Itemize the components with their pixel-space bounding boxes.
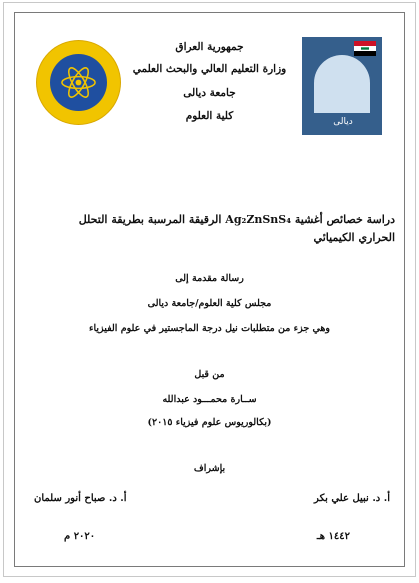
- thesis-title-line2: الحراري الكيميائي: [313, 231, 395, 244]
- supervisor-1: أ. د. نبيل علي بكر: [314, 493, 390, 504]
- date-gregorian: ٢٠٢٠ م: [64, 531, 96, 542]
- republic-line: جمهورية العراق: [175, 41, 244, 53]
- author-degree: (بكالوريوس علوم فيزياء ٢٠١٥): [147, 417, 272, 428]
- submission-line3: وهي جزء من متطلبات نيل درجة الماجستير في علوم الفيزياء: [88, 323, 331, 334]
- thesis-title-line1: دراسة خصائص أغشية Ag₂ZnSnS₄ الرقيقة المرسبة بطريقة التحلل: [78, 213, 395, 226]
- logo-wordmark: ديالى: [333, 117, 353, 127]
- supervisor-2: أ. د. صباح أنور سلمان: [34, 493, 127, 504]
- college-line: كلية العلوم: [185, 110, 234, 122]
- supervision-label: بإشراف: [193, 463, 226, 474]
- date-hijri: ١٤٤٢ هـ: [316, 531, 350, 542]
- university-line: جامعة ديالى: [183, 87, 236, 99]
- submission-line2: مجلس كلية العلوم/جامعة ديالى: [147, 298, 272, 309]
- ministry-line: وزارة التعليم العالي والبحث العلمي: [132, 63, 287, 75]
- author-name: ســارة محمـــود عبدالله: [162, 394, 257, 405]
- document-page: [3, 2, 416, 577]
- by-label: من قبل: [194, 369, 225, 380]
- submission-line1: رسالة مقدمة إلى: [175, 273, 244, 284]
